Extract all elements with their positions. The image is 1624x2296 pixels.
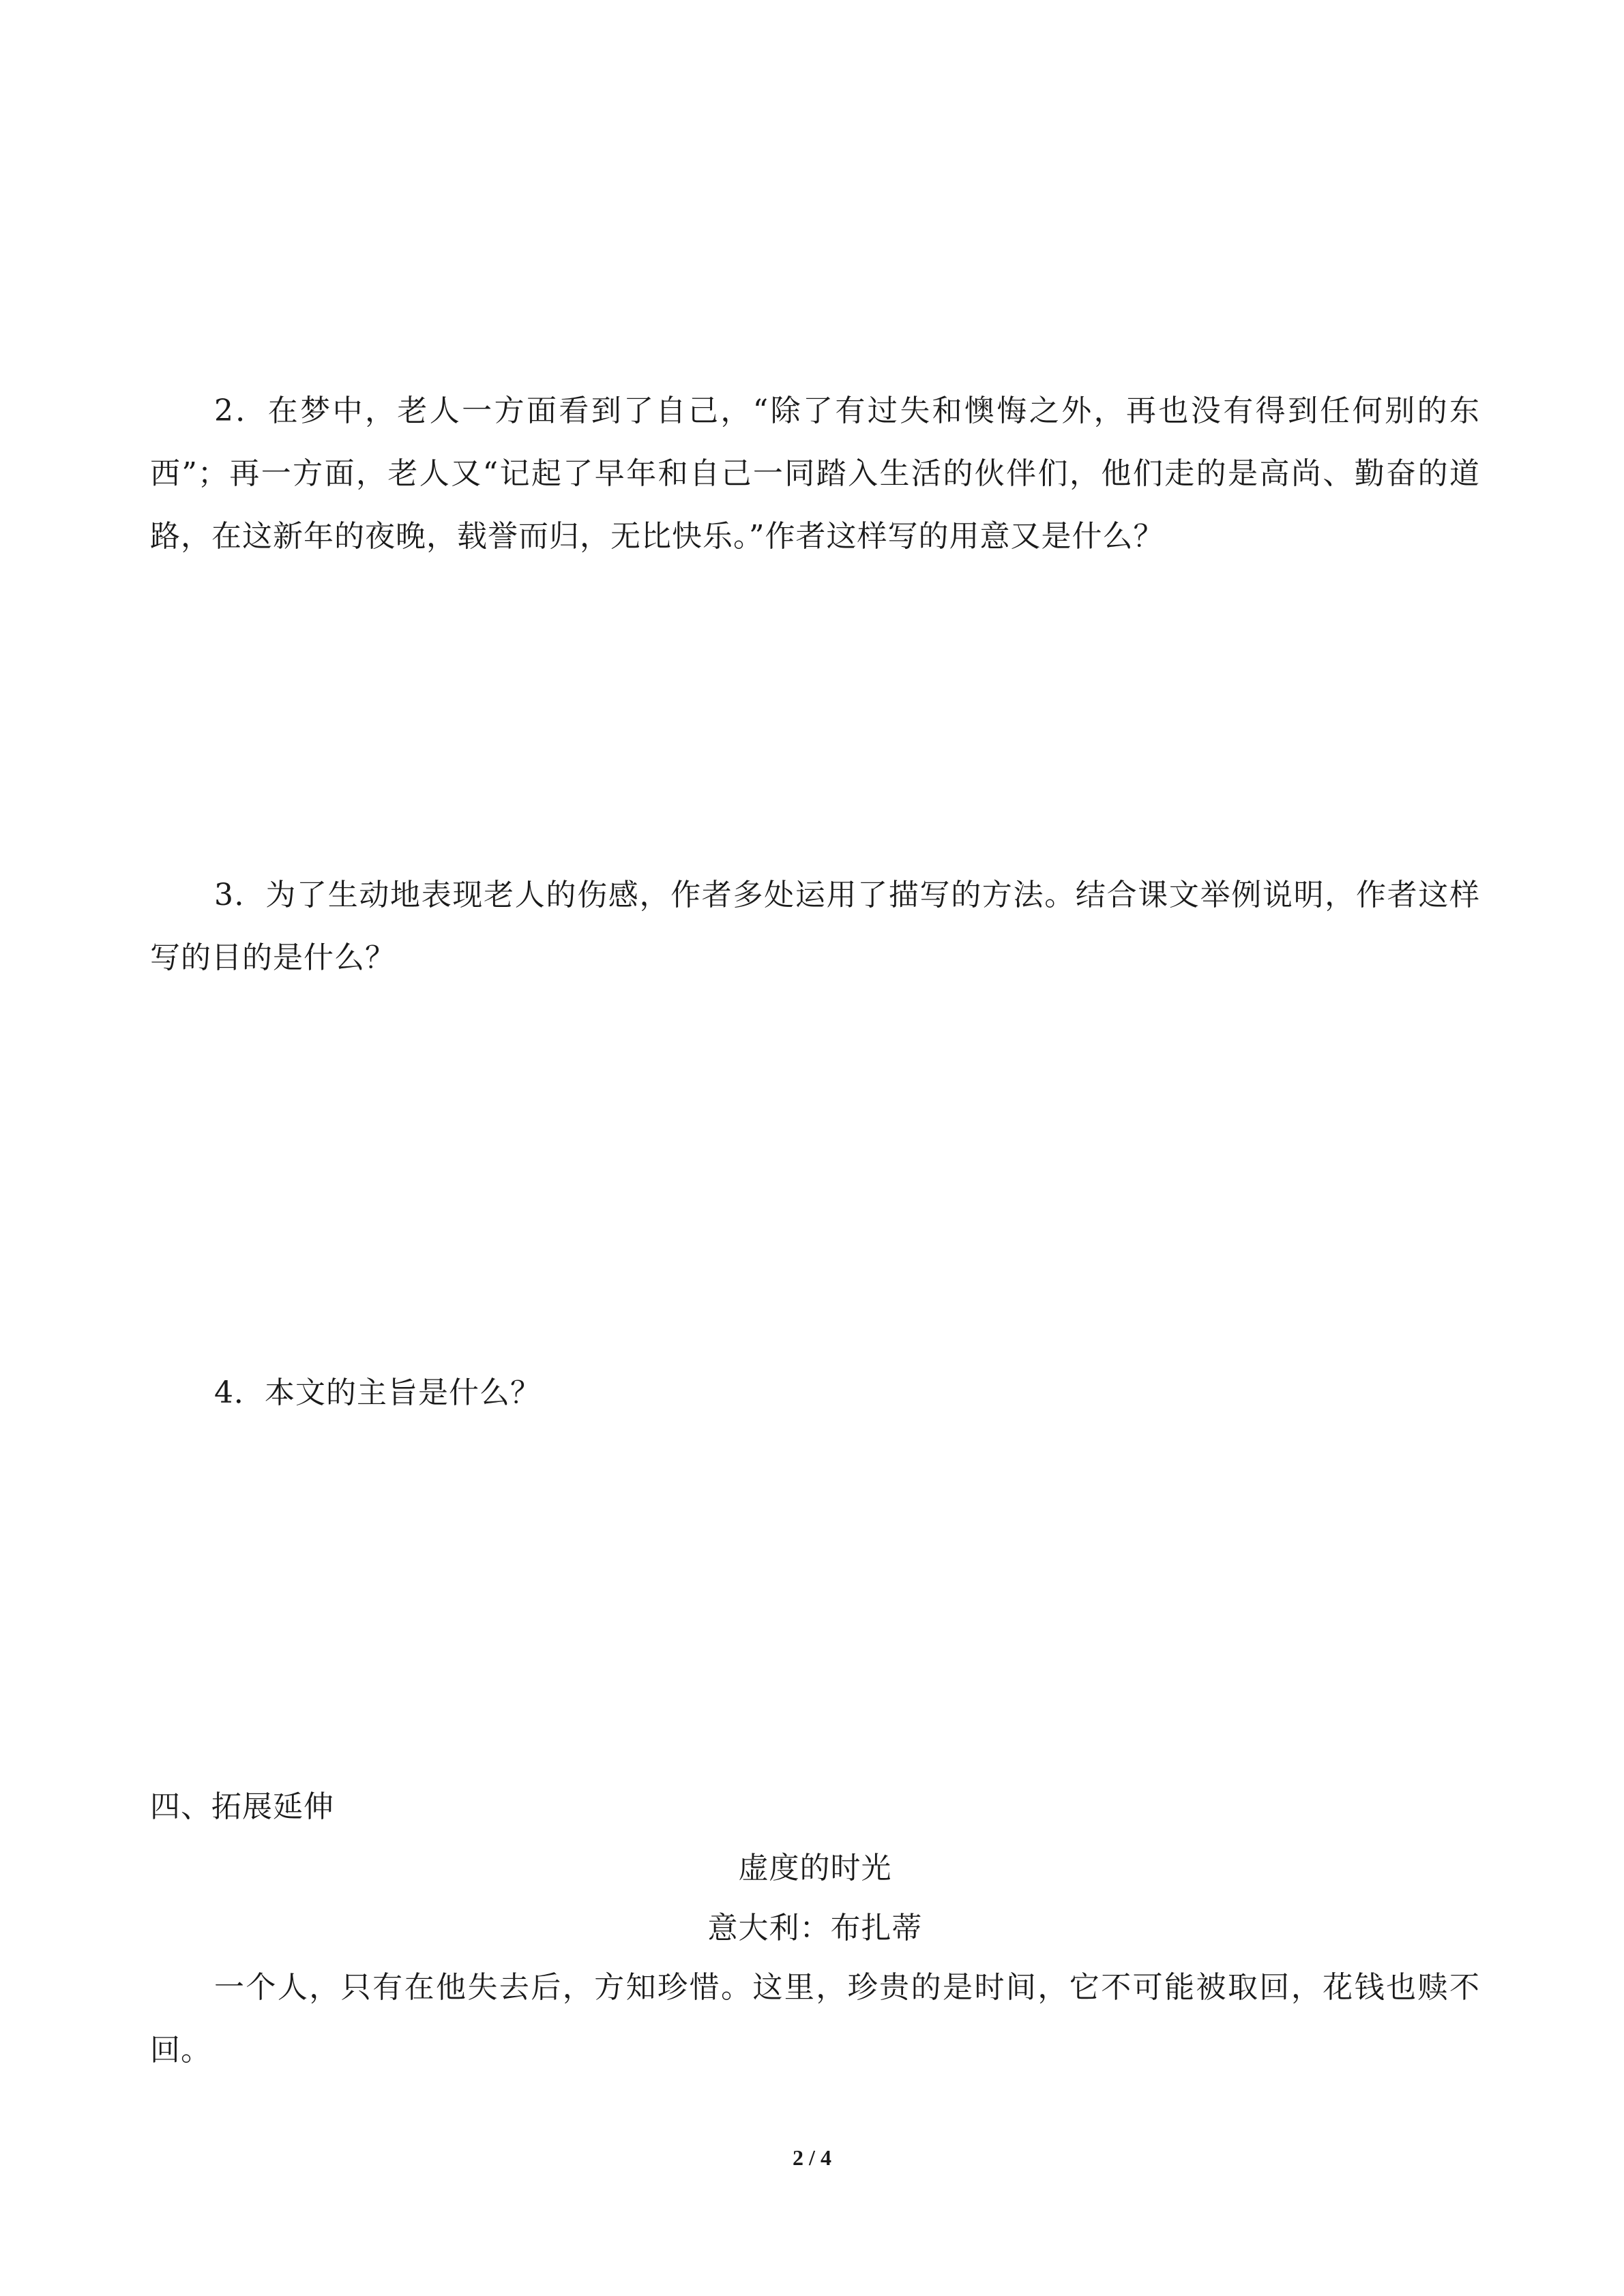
question-4: 4．本文的主旨是什么？: [214, 1375, 541, 1410]
question-2: 2．在梦中，老人一方面看到了自己，“除了有过失和懊悔之外，再也没有得到任何别的东西”；再一方面，老人又“记起了早年和自己一同踏入生活的伙伴们，他们走的是高尚、勤奋的道路，在这新年的夜晚，载誉而归，无比快乐。”作者这样写的用意又是什么？: [150, 393, 1480, 554]
question-3: 3．为了生动地表现老人的伤感，作者多处运用了描写的方法。结合课文举例说明，作者这样写的目的是什么？: [150, 878, 1480, 975]
page-number: 2 / 4: [793, 2145, 831, 2170]
section-heading: 四、拓展延伸: [150, 1789, 334, 1824]
article-paragraph: 一个人，只有在他失去后，方知珍惜。这里，珍贵的是时间，它不可能被取回，花钱也赎不回。: [150, 1970, 1480, 2068]
article-author: 意大利：布扎蒂: [707, 1911, 923, 1945]
article-title: 虚度的时光: [738, 1851, 892, 1885]
